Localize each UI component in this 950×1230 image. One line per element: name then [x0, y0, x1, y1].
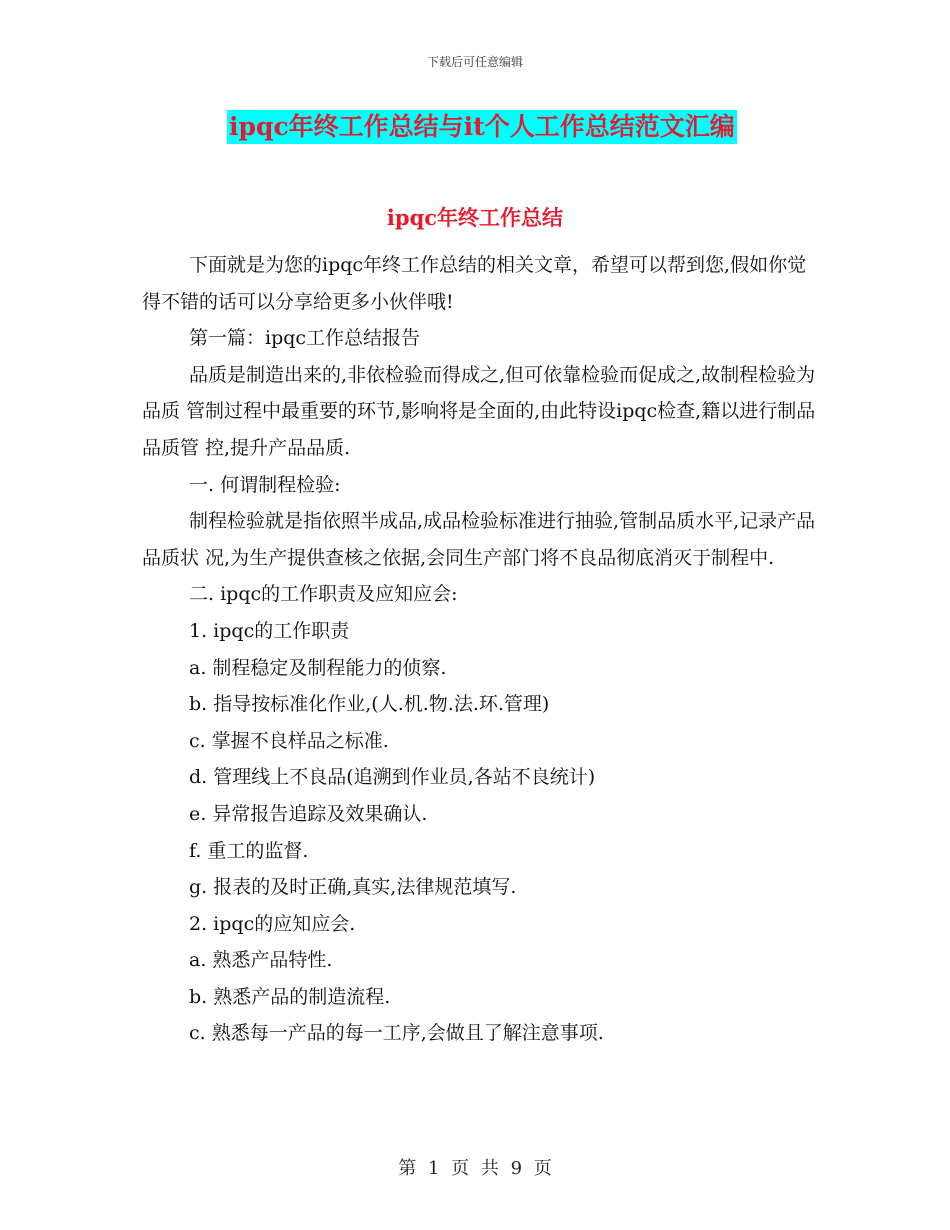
page-footer: 第 1 页 共 9 页 [398, 1158, 552, 1179]
list-item: e. 异常报告追踪及效果确认. [189, 802, 428, 825]
process-inspection-paragraph: 制程检验就是指依照半成品,成品检验标准进行抽验,管制品质水平,记录产品品质状 况,为生产提供查核之依据,会同生产部门将不良品彻底消灭于制程中. [142, 510, 816, 569]
list-item: 1. ipqc的工作职责 [189, 619, 350, 642]
list-item: f. 重工的监督. [189, 839, 309, 862]
list-item: b. 熟悉产品的制造流程. [189, 985, 391, 1008]
list-item: a. 熟悉产品特性. [189, 949, 333, 972]
document-title: ipqc年终工作总结与it个人工作总结范文汇编 [227, 110, 737, 144]
heading-two: 二. ipqc的工作职责及应知应会: [189, 583, 458, 606]
list-item: g. 报表的及时正确,真实,法律规范填写. [189, 876, 517, 899]
heading-one: 一. 何谓制程检验: [189, 473, 341, 496]
intro-paragraph: 下面就是为您的ipqc年终工作总结的相关文章，希望可以帮到您,假如你觉得不错的话可以分享给更多小伙伴哦! [142, 254, 807, 313]
list-item: 2. ipqc的应知应会. [189, 912, 356, 935]
list-item: c. 熟悉每一产品的每一工序,会做且了解注意事项. [189, 1022, 604, 1045]
chapter-heading: 第一篇：ipqc工作总结报告 [189, 327, 421, 350]
list-item: b. 指导按标准化作业,(人.机.物.法.环.管理) [189, 693, 550, 716]
header-note: 下载后可任意编辑 [426, 55, 523, 69]
document-body [142, 247, 818, 1052]
list-item: c. 掌握不良样品之标准. [189, 729, 389, 752]
quality-paragraph: 品质是制造出来的,非依检验而得成之,但可依靠检验而促成之,故制程检验为品质 管制过程中最重要的环节,影响将是全面的,由此特设ipqc检查,籍以进行制品品质管 控,提升产品品质. [142, 363, 816, 459]
list-item: a. 制程稳定及制程能力的侦察. [189, 656, 447, 679]
list-item: d. 管理线上不良品(追溯到作业员,各站不良统计) [189, 766, 596, 789]
section-title: ipqc年终工作总结 [386, 205, 564, 230]
